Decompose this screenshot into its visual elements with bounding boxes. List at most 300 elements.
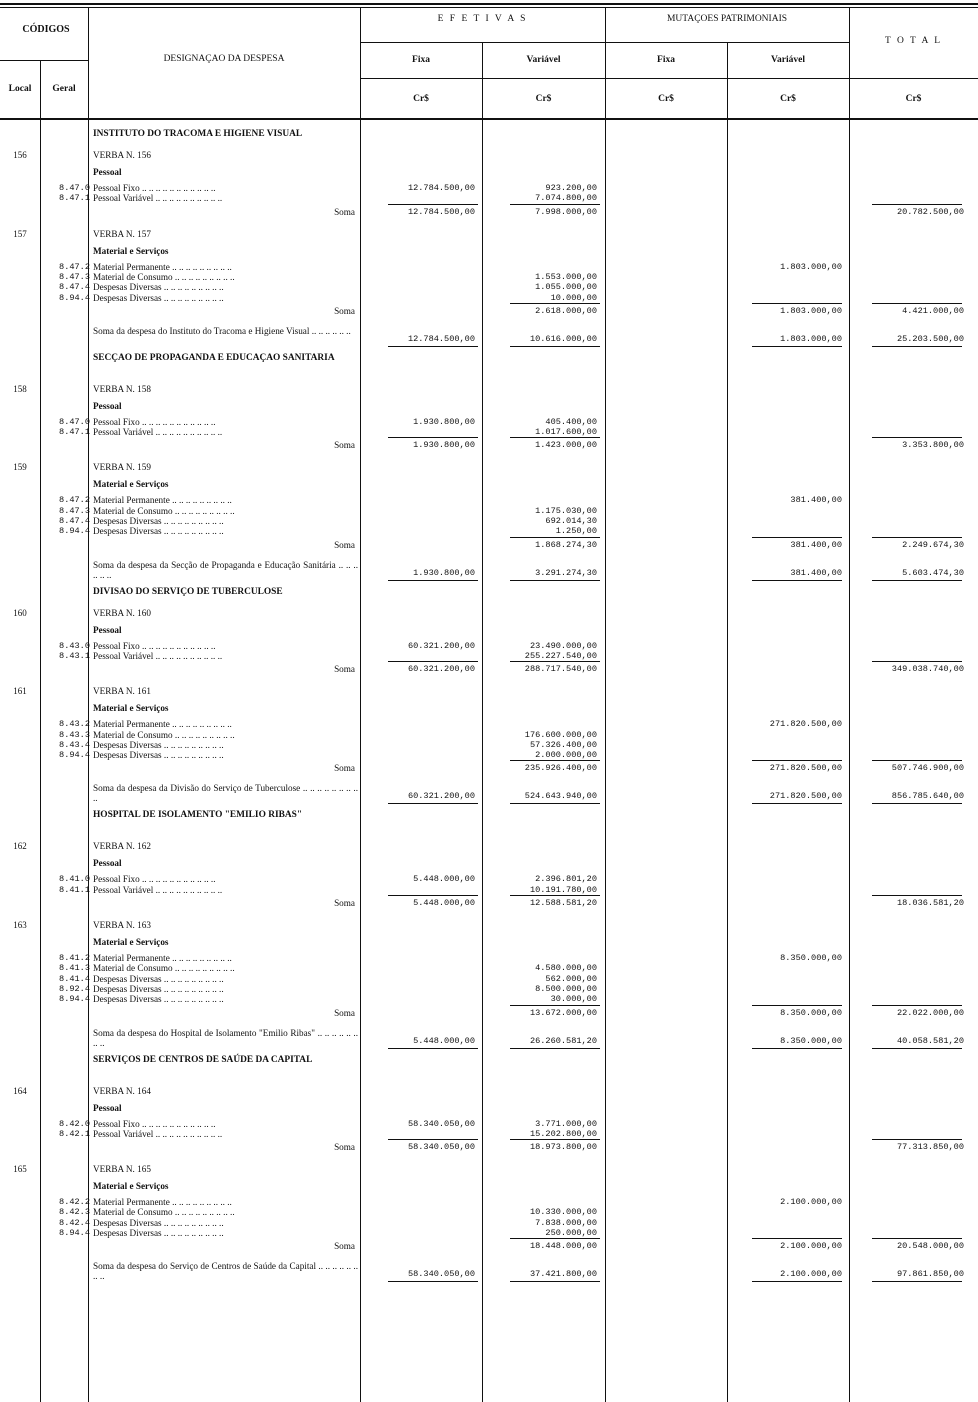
amount-c5: 856.785.640,00	[891, 791, 964, 802]
expense-description: Material Permanente .. .. .. .. .. .. .. .. ..	[93, 261, 232, 272]
soma-label: Soma	[334, 763, 355, 774]
section-heading: SERVIÇOS DE CENTROS DE SAÚDE DA CAPITAL	[93, 1054, 313, 1065]
table-row	[0, 1128, 978, 1138]
amount-c2: 37.421.800,00	[529, 1269, 597, 1280]
table-row	[0, 378, 978, 400]
geral-code: 8.47.2	[59, 495, 90, 506]
table-row	[0, 1217, 978, 1227]
expense-description: VERBA N. 158	[93, 383, 151, 394]
amount-c2: 235.926.400,00	[524, 763, 597, 774]
table-row	[0, 993, 978, 1003]
geral-code: 8.43.2	[59, 719, 90, 730]
amount-c2: 562.000,00	[545, 973, 597, 984]
header-total: T O T A L	[884, 36, 943, 46]
table-row	[0, 525, 978, 535]
local-code: 158	[13, 383, 27, 394]
soma-row	[0, 436, 978, 456]
expense-description: Pessoal	[93, 1102, 122, 1113]
total-underline	[752, 1281, 842, 1282]
geral-code: 8.41.4	[59, 973, 90, 984]
total-underline	[388, 895, 478, 896]
total-underline	[510, 204, 600, 205]
amount-c2: 10.330.000,00	[529, 1207, 597, 1218]
amount-c2: 1.055.000,00	[535, 282, 597, 293]
header-bottom-rule	[0, 118, 978, 120]
soma-row	[0, 1237, 978, 1257]
geral-code: 8.42.0	[59, 1118, 90, 1129]
expense-description: Pessoal	[93, 858, 122, 869]
expense-description: Despesas Diversas .. .. .. .. .. .. .. .. ..	[93, 983, 224, 994]
geral-code: 8.42.4	[59, 1217, 90, 1228]
section-total-row	[0, 1257, 978, 1287]
total-underline	[872, 1238, 962, 1239]
header-efetivas: E F E T I V A S	[437, 14, 528, 24]
header-currency-1: Cr$	[413, 94, 429, 104]
total-underline	[510, 346, 600, 347]
expense-description: Material e Serviços	[93, 479, 169, 490]
table-row	[0, 505, 978, 515]
local-code: 160	[13, 607, 27, 618]
total-underline	[510, 803, 600, 804]
soma-row	[0, 1138, 978, 1158]
expense-description: Material Permanente .. .. .. .. .. .. .. .. ..	[93, 719, 232, 730]
geral-code: 8.94.4	[59, 750, 90, 761]
amount-c1: 5.448.000,00	[413, 1035, 475, 1046]
top-rule	[0, 3, 978, 5]
table-row	[0, 650, 978, 660]
header-geral: Geral	[52, 84, 76, 94]
soma-row	[0, 203, 978, 223]
expense-description: Despesas Diversas .. .. .. .. .. .. .. .. ..	[93, 526, 224, 537]
amount-c1: 58.340.050,00	[407, 1269, 475, 1280]
header-currency-2: Cr$	[535, 94, 552, 104]
expense-description: VERBA N. 160	[93, 607, 151, 618]
table-row	[0, 962, 978, 972]
total-underline	[752, 537, 842, 538]
amount-c5: 25.203.500,00	[896, 333, 964, 344]
local-code: 156	[13, 150, 27, 160]
geral-code: 8.47.1	[59, 427, 90, 438]
expense-description: Pessoal	[93, 400, 122, 411]
table-row	[0, 914, 978, 936]
amount-c2: 255.227.540,00	[524, 650, 597, 661]
total-underline	[752, 346, 842, 347]
local-code: 163	[13, 920, 27, 930]
amount-c2: 30.000,00	[550, 994, 597, 1005]
expense-description: Pessoal Fixo .. .. .. .. .. .. .. .. .. .. ..	[93, 416, 216, 427]
header-currency-3: Cr$	[658, 94, 674, 104]
expense-description: Material de Consumo .. .. .. .. .. .. .. .. ..	[93, 963, 235, 974]
amount-c2: 524.643.940,00	[524, 791, 597, 802]
local-code: 157	[13, 228, 27, 239]
geral-code: 8.43.0	[59, 640, 90, 651]
expense-description: VERBA N. 157	[93, 228, 151, 239]
header-designacao: DESIGNAÇAO DA DESPESA	[163, 54, 285, 64]
total-underline	[388, 580, 478, 581]
amount-c4: 1.803.000,00	[780, 333, 842, 344]
geral-code: 8.42.2	[59, 1197, 90, 1208]
table-row	[0, 515, 978, 525]
header-currency-4: Cr$	[780, 94, 796, 104]
amount-c1: 60.321.200,00	[407, 664, 475, 675]
expense-description: Pessoal Variável .. .. .. .. .. .. .. .. .. ..	[93, 1128, 223, 1139]
expense-description: Material Permanente .. .. .. .. .. .. .. .. ..	[93, 1197, 232, 1208]
geral-code: 8.41.2	[59, 953, 90, 963]
amount-c2: 23.490.000,00	[529, 640, 597, 651]
table-row	[0, 1206, 978, 1216]
amount-c2: 176.600.000,00	[524, 729, 597, 740]
amount-c2: 1.017.600,00	[535, 427, 597, 438]
table-row	[0, 426, 978, 436]
amount-c2: 3.771.000,00	[535, 1118, 597, 1129]
geral-code: 8.94.4	[59, 292, 90, 303]
geral-code: 8.47.1	[59, 193, 90, 204]
amount-c1: 12.784.500,00	[407, 333, 475, 344]
total-underline	[872, 346, 962, 347]
section-heading: HOSPITAL DE ISOLAMENTO "EMILIO RIBAS"	[93, 810, 303, 821]
amount-c1: 60.321.200,00	[407, 640, 475, 651]
total-underline	[388, 1139, 478, 1140]
expense-description: VERBA N. 156	[93, 150, 151, 160]
table-row	[0, 1080, 978, 1102]
amount-c5: 5.603.474,30	[902, 567, 964, 578]
soma-label: Soma	[334, 664, 355, 675]
amount-c1: 12.784.500,00	[407, 206, 475, 217]
geral-code: 8.43.3	[59, 729, 90, 740]
section-total-row	[0, 1024, 978, 1054]
soma-label: Soma	[334, 898, 355, 908]
table-row	[0, 749, 978, 759]
geral-code: 8.47.0	[59, 183, 90, 193]
section-total-row	[0, 779, 978, 809]
total-underline	[388, 437, 478, 438]
expense-description: Despesas Diversas .. .. .. .. .. .. .. .. ..	[93, 292, 224, 303]
section-heading: INSTITUTO DO TRACOMA E HIGIENE VISUAL	[93, 129, 303, 139]
total-underline	[752, 1048, 842, 1049]
expense-description: Pessoal Variável .. .. .. .. .. .. .. .. .. ..	[93, 193, 223, 204]
table-row	[0, 680, 978, 702]
table-row	[0, 281, 978, 291]
table-row	[0, 223, 978, 245]
total-underline	[510, 1005, 600, 1006]
amount-c2: 10.191.780,00	[529, 884, 597, 895]
expense-description: Material de Consumo .. .. .. .. .. .. .. .. ..	[93, 271, 235, 282]
geral-code: 8.43.1	[59, 650, 90, 661]
expense-description: Soma da despesa da Secção de Propaganda e Educação Sanitária .. .. .. .. .. ..	[93, 559, 358, 580]
expense-description: Despesas Diversas .. .. .. .. .. .. .. .. ..	[93, 516, 224, 526]
geral-code: 8.43.4	[59, 739, 90, 750]
amount-c4: 381.400,00	[790, 539, 842, 550]
table-row	[0, 884, 978, 894]
amount-c4: 8.350.000,00	[780, 1035, 842, 1046]
amount-c1: 5.448.000,00	[413, 898, 475, 908]
table-row	[0, 128, 978, 144]
table-row	[0, 586, 978, 602]
expense-description: Material e Serviços	[93, 703, 169, 714]
total-underline	[872, 437, 962, 438]
amount-c1: 1.930.800,00	[413, 567, 475, 578]
amount-c2: 692.014,30	[545, 516, 597, 526]
header-local: Local	[8, 84, 32, 94]
geral-code: 8.41.0	[59, 874, 90, 885]
expense-description: Material Permanente .. .. .. .. .. .. .. .. ..	[93, 953, 232, 963]
table-row	[0, 182, 978, 192]
table-row	[0, 729, 978, 739]
table-row	[0, 416, 978, 426]
amount-c1: 60.321.200,00	[407, 791, 475, 802]
table-row	[0, 873, 978, 883]
geral-code: 8.94.4	[59, 1228, 90, 1238]
expense-description: Despesas Diversas .. .. .. .. .. .. .. .. ..	[93, 994, 224, 1005]
geral-code: 8.41.1	[59, 884, 90, 895]
table-row	[0, 952, 978, 962]
total-underline	[388, 661, 478, 662]
local-code: 162	[13, 841, 27, 852]
amount-c5: 4.421.000,00	[902, 305, 964, 316]
total-underline	[872, 661, 962, 662]
amount-c2: 288.717.540,00	[524, 664, 597, 675]
total-underline	[752, 303, 842, 304]
expense-description: Pessoal Fixo .. .. .. .. .. .. .. .. .. .. ..	[93, 874, 216, 885]
amount-c2: 26.260.581,20	[529, 1035, 597, 1046]
amount-c1: 58.340.050,00	[407, 1118, 475, 1129]
amount-c2: 1.423.000,00	[535, 440, 597, 451]
expense-description: Despesas Diversas .. .. .. .. .. .. .. .. ..	[93, 1228, 224, 1238]
geral-code: 8.47.3	[59, 505, 90, 516]
expense-description: Soma da despesa da Divisão do Serviço de Tuberculose .. .. .. .. .. .. .. .. ..	[93, 783, 358, 804]
geral-code: 8.94.4	[59, 994, 90, 1005]
expense-description: Soma da despesa do Instituto do Tracoma e Higiene Visual .. .. .. .. .. ..	[93, 325, 351, 336]
total-underline	[872, 1139, 962, 1140]
amount-c5: 20.548.000,00	[896, 1241, 964, 1252]
amount-c4: 271.820.500,00	[769, 763, 842, 774]
amount-c2: 1.175.030,00	[535, 505, 597, 516]
total-underline	[872, 803, 962, 804]
header-mutacoes-variavel: Variável	[771, 55, 805, 65]
amount-c5: 77.313.850,00	[896, 1142, 964, 1153]
header-mutacoes: MUTAÇOES PATRIMONIAIS	[666, 14, 788, 24]
header-mutacoes-fixa: Fixa	[657, 55, 675, 65]
header-rule	[360, 78, 978, 79]
amount-c2: 18.448.000,00	[529, 1241, 597, 1252]
table-row	[0, 640, 978, 650]
geral-code: 8.42.1	[59, 1128, 90, 1139]
expense-description: Material e Serviços	[93, 245, 169, 256]
expense-description: Material e Serviços	[93, 937, 169, 947]
table-row	[0, 166, 978, 182]
amount-c1: 1.930.800,00	[413, 416, 475, 427]
total-underline	[872, 895, 962, 896]
table-row	[0, 602, 978, 624]
amount-c2: 3.291.274,30	[535, 567, 597, 578]
expense-description: Despesas Diversas .. .. .. .. .. .. .. .. ..	[93, 282, 224, 293]
table-row	[0, 192, 978, 202]
expense-description: Material e Serviços	[93, 1181, 169, 1192]
total-underline	[388, 346, 478, 347]
amount-c4: 2.100.000,00	[780, 1197, 842, 1208]
amount-c2: 7.074.800,00	[535, 193, 597, 204]
amount-c2: 18.973.800,00	[529, 1142, 597, 1153]
amount-c4: 2.100.000,00	[780, 1241, 842, 1252]
table-row	[0, 352, 978, 378]
soma-row	[0, 536, 978, 556]
geral-code: 8.47.4	[59, 282, 90, 293]
header-rule	[0, 60, 88, 61]
total-underline	[752, 760, 842, 761]
soma-row	[0, 1004, 978, 1024]
table-row	[0, 973, 978, 983]
geral-code: 8.47.4	[59, 516, 90, 526]
amount-c2: 405.400,00	[545, 416, 597, 427]
table-row	[0, 478, 978, 494]
table-row	[0, 261, 978, 271]
section-heading: DIVISAO DO SERVIÇO DE TUBERCULOSE	[93, 586, 283, 597]
amount-c2: 8.500.000,00	[535, 983, 597, 994]
amount-c5: 22.022.000,00	[896, 1007, 964, 1018]
expense-description: Pessoal	[93, 624, 122, 635]
expense-description: VERBA N. 159	[93, 462, 151, 473]
total-underline	[388, 1281, 478, 1282]
header-rule	[360, 42, 849, 43]
header-currency-5: Cr$	[905, 94, 922, 104]
header-efetivas-variavel: Variável	[526, 55, 561, 65]
soma-row	[0, 894, 978, 914]
amount-c1: 12.784.500,00	[407, 183, 475, 193]
amount-c1: 5.448.000,00	[413, 874, 475, 885]
total-underline	[872, 1048, 962, 1049]
amount-c4: 8.350.000,00	[780, 1007, 842, 1018]
table-row	[0, 809, 978, 835]
total-underline	[872, 760, 962, 761]
table-row	[0, 857, 978, 873]
amount-c4: 271.820.500,00	[769, 719, 842, 730]
total-underline	[510, 760, 600, 761]
local-code: 159	[13, 462, 27, 473]
table-row	[0, 739, 978, 749]
expense-description: Despesas Diversas .. .. .. .. .. .. .. .. ..	[93, 973, 224, 984]
table-row	[0, 624, 978, 640]
amount-c2: 1.250,00	[555, 526, 597, 537]
amount-c5: 3.353.800,00	[902, 440, 964, 451]
amount-c2: 250.000,00	[545, 1228, 597, 1238]
expense-description: Material de Consumo .. .. .. .. .. .. .. .. ..	[93, 729, 235, 740]
geral-code: 8.94.4	[59, 526, 90, 537]
amount-c5: 40.058.581,20	[896, 1035, 964, 1046]
geral-code: 8.42.3	[59, 1207, 90, 1218]
total-underline	[872, 303, 962, 304]
soma-label: Soma	[334, 305, 355, 316]
amount-c2: 12.588.581,20	[529, 898, 597, 908]
table-row	[0, 1054, 978, 1080]
amount-c4: 381.400,00	[790, 567, 842, 578]
amount-c2: 4.580.000,00	[535, 963, 597, 974]
amount-c5: 97.861.850,00	[896, 1269, 964, 1280]
table-row	[0, 936, 978, 952]
total-underline	[872, 204, 962, 205]
amount-c5: 18.036.581,20	[896, 898, 964, 908]
amount-c2: 15.202.800,00	[529, 1128, 597, 1139]
section-total-row	[0, 322, 978, 352]
soma-label: Soma	[334, 440, 355, 451]
table-row	[0, 702, 978, 718]
local-code: 161	[13, 686, 27, 697]
expense-description: Material de Consumo .. .. .. .. .. .. .. .. ..	[93, 505, 235, 516]
total-underline	[388, 803, 478, 804]
table-row	[0, 245, 978, 261]
expense-description: Despesas Diversas .. .. .. .. .. .. .. .. ..	[93, 750, 224, 761]
amount-c2: 7.838.000,00	[535, 1217, 597, 1228]
total-underline	[510, 437, 600, 438]
soma-label: Soma	[334, 1142, 355, 1153]
amount-c2: 2.396.801,20	[535, 874, 597, 885]
table-row	[0, 1180, 978, 1196]
amount-c5: 349.038.740,00	[891, 664, 964, 675]
table-row	[0, 1196, 978, 1206]
amount-c2: 7.998.000,00	[535, 206, 597, 217]
table-row	[0, 1102, 978, 1118]
expense-description: Pessoal Fixo .. .. .. .. .. .. .. .. .. .. ..	[93, 183, 216, 193]
amount-c5: 20.782.500,00	[896, 206, 964, 217]
table-row	[0, 400, 978, 416]
amount-c2: 1.868.274,30	[535, 539, 597, 550]
amount-c5: 2.249.674,30	[902, 539, 964, 550]
total-underline	[510, 580, 600, 581]
section-total-row	[0, 556, 978, 586]
geral-code: 8.47.0	[59, 416, 90, 427]
soma-row	[0, 660, 978, 680]
amount-c4: 1.803.000,00	[780, 305, 842, 316]
section-heading: SECÇAO DE PROPAGANDA E EDUCAÇAO SANITARIA	[93, 352, 335, 363]
amount-c2: 57.326.400,00	[529, 739, 597, 750]
geral-code: 8.47.3	[59, 271, 90, 282]
amount-c2: 2.000.000,00	[535, 750, 597, 761]
total-underline	[510, 303, 600, 304]
amount-c2: 923.200,00	[545, 183, 597, 193]
soma-label: Soma	[334, 206, 355, 217]
table-row	[0, 494, 978, 504]
soma-row	[0, 759, 978, 779]
expense-description: Soma da despesa do Serviço de Centros de Saúde da Capital .. .. .. .. .. .. .. ..	[93, 1261, 358, 1282]
total-underline	[752, 1238, 842, 1239]
expense-description: VERBA N. 165	[93, 1164, 151, 1175]
top-rule-thin	[0, 7, 978, 8]
table-row	[0, 1158, 978, 1180]
soma-label: Soma	[334, 539, 355, 550]
total-underline	[388, 204, 478, 205]
total-underline	[510, 537, 600, 538]
total-underline	[510, 1139, 600, 1140]
total-underline	[510, 1238, 600, 1239]
amount-c2: 13.672.000,00	[529, 1007, 597, 1018]
total-underline	[510, 661, 600, 662]
header-codigos: CÓDIGOS	[22, 24, 70, 35]
total-underline	[752, 803, 842, 804]
total-underline	[752, 1005, 842, 1006]
amount-c2: 10.000,00	[550, 292, 597, 303]
local-code: 164	[13, 1085, 27, 1096]
total-underline	[872, 1005, 962, 1006]
total-underline	[388, 1048, 478, 1049]
total-underline	[510, 895, 600, 896]
expense-description: Pessoal Fixo .. .. .. .. .. .. .. .. .. .. ..	[93, 1118, 216, 1129]
local-code: 165	[13, 1164, 27, 1175]
table-row	[0, 456, 978, 478]
table-row	[0, 983, 978, 993]
expense-description: Material Permanente .. .. .. .. .. .. .. .. ..	[93, 495, 232, 506]
amount-c2: 2.618.000,00	[535, 305, 597, 316]
expense-description: Pessoal Variável .. .. .. .. .. .. .. .. .. ..	[93, 650, 223, 661]
expense-description: Pessoal Fixo .. .. .. .. .. .. .. .. .. .. ..	[93, 640, 216, 651]
